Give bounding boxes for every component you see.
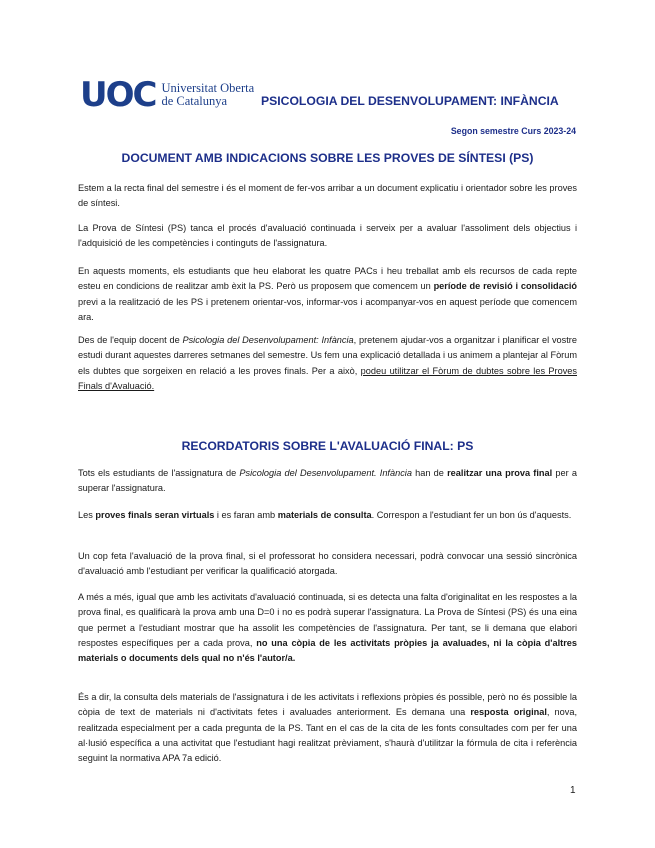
logo-line-1: Universitat Oberta	[161, 81, 255, 95]
p4-course-name: Psicologia del Desenvolupament: Infància	[182, 335, 354, 345]
p5-text-c: han de	[411, 468, 448, 478]
p8-text-a: A més a més, igual que amb les activitats d'avaluació continuada, si es detecta una falta d'originalitat en les respostes a la prova final, es qualificarà la prova amb una D=0 i no es podrà superar l'assignatura. La Prova de Síntesi (PS) és una eina que permet a l'estudiant mostrar que ha assolit les competències de l'assignatura. Per tant, se li demana que elabori respostes específiques per a cada prova,	[78, 592, 577, 648]
section-paragraph-5	[78, 690, 577, 766]
p5-bold-exam: realitzar una prova final	[447, 468, 553, 478]
section-paragraph-2	[78, 508, 577, 523]
p4-text-a: Des de l'equip docent de	[78, 335, 183, 345]
p6-bold-virtual: proves finals seran virtuals	[95, 510, 215, 520]
logo-line-2: de Catalunya	[161, 94, 228, 108]
uoc-logo	[80, 75, 255, 115]
intro-paragraph-3	[78, 264, 577, 325]
p5-text-e: per a superar l'assignatura.	[78, 468, 577, 494]
p9-bold-original: resposta original	[470, 707, 547, 718]
p3-bold-revision: període de revisió i consolidació	[433, 281, 577, 292]
intro-paragraph-4	[78, 333, 577, 394]
p6-text-c: i es faran amb	[214, 510, 278, 520]
section-title: RECORDATORIS SOBRE L'AVALUACIÓ FINAL: PS	[181, 439, 474, 453]
p9-text-c: , nova, realitzada especialment per a cada pregunta de la PS. Tant en el cas de la cita de les fonts consultades com per fer una al·lusió específica a una activitat que l'estudiant hagi realitzat prèviament, s'haurà d'utilitzar la fórmula de cita i referència seguint la normativa APA 7a edició.	[78, 707, 577, 764]
p8-bold-warning: no una còpia de les activitats pròpies ja avaluades, ni la còpia d'altres materials o documents dels qual no n'és l'autor/a.	[78, 637, 577, 664]
intro-paragraph-2: La Prova de Síntesi (PS) tanca el procés d'avaluació continuada i serveix per a avaluar l'assoliment dels objectius i l'adquisició de les competències i continguts de l'assignatura.	[78, 223, 577, 249]
p6-text-e: . Correspon a l'estudiant fer un bon ús d'aquests.	[371, 510, 572, 520]
p6-bold-materials: materials de consulta	[277, 510, 372, 520]
p6-text-a: Les	[78, 510, 96, 520]
p3-text-c: previ a la realització de les PS i pretenem orientar-vos, informar-vos i acompanyar-vos en aquest període que comencem ara.	[78, 296, 577, 322]
p5-course-name: Psicologia del Desenvolupament. Infància	[239, 468, 412, 478]
p4-text-c: , pretenem ajudar-vos a organitzar i planificar el vostre estudi durant aquestes darreres setmanes del semestre. Us fem una explicació detallada i us animem a plantejar al Fòrum els dubtes que sorgeixen en relació a les proves finals. Per a això,	[78, 335, 577, 376]
p3-text-a: En aquests moments, els estudiants que heu elaborat les quatre PACs i heu treballat amb els recursos de cada repte esteu en condicions de realitzar amb èxit la PS. Però us proposem que comencem un	[78, 266, 577, 292]
uoc-logo-text	[161, 82, 254, 108]
course-title: PSICOLOGIA DEL DESENVOLUPAMENT: INFÀNCIA	[261, 94, 559, 108]
document-title: DOCUMENT AMB INDICACIONS SOBRE LES PROVES DE SÍNTESI (PS)	[121, 151, 534, 165]
forum-link[interactable]: podeu utilitzar el Fòrum de dubtes sobre les Proves Finals d'Avaluació.	[78, 365, 577, 391]
intro-paragraph-1: Estem a la recta final del semestre i és el moment de fer-vos arribar a un document explicatiu i orientador sobre les proves de síntesi.	[78, 183, 577, 209]
p9-text-a: És a dir, la consulta dels materials de l'assignatura i de les activitats i reflexions pròpies és possible, però no és possible la còpia de text de materials ni d'activitats fetes i avaluades anteriorment. Es demana una	[78, 692, 577, 718]
page-number: 1	[570, 785, 576, 796]
section-paragraph-4	[78, 590, 577, 666]
p5-text-a: Tots els estudiants de l'assignatura de	[78, 468, 240, 478]
section-paragraph-3: Un cop feta l'avaluació de la prova final, si el professorat ho considera necessari, podrà convocar una sessió sincrònica d'avaluació amb l'estudiant per verificar la qualificació atorgada.	[78, 551, 577, 577]
section-paragraph-1	[78, 466, 577, 497]
semester-label: Segon semestre Curs 2023-24	[450, 126, 576, 136]
uoc-logo-mark: UOC	[80, 75, 156, 115]
